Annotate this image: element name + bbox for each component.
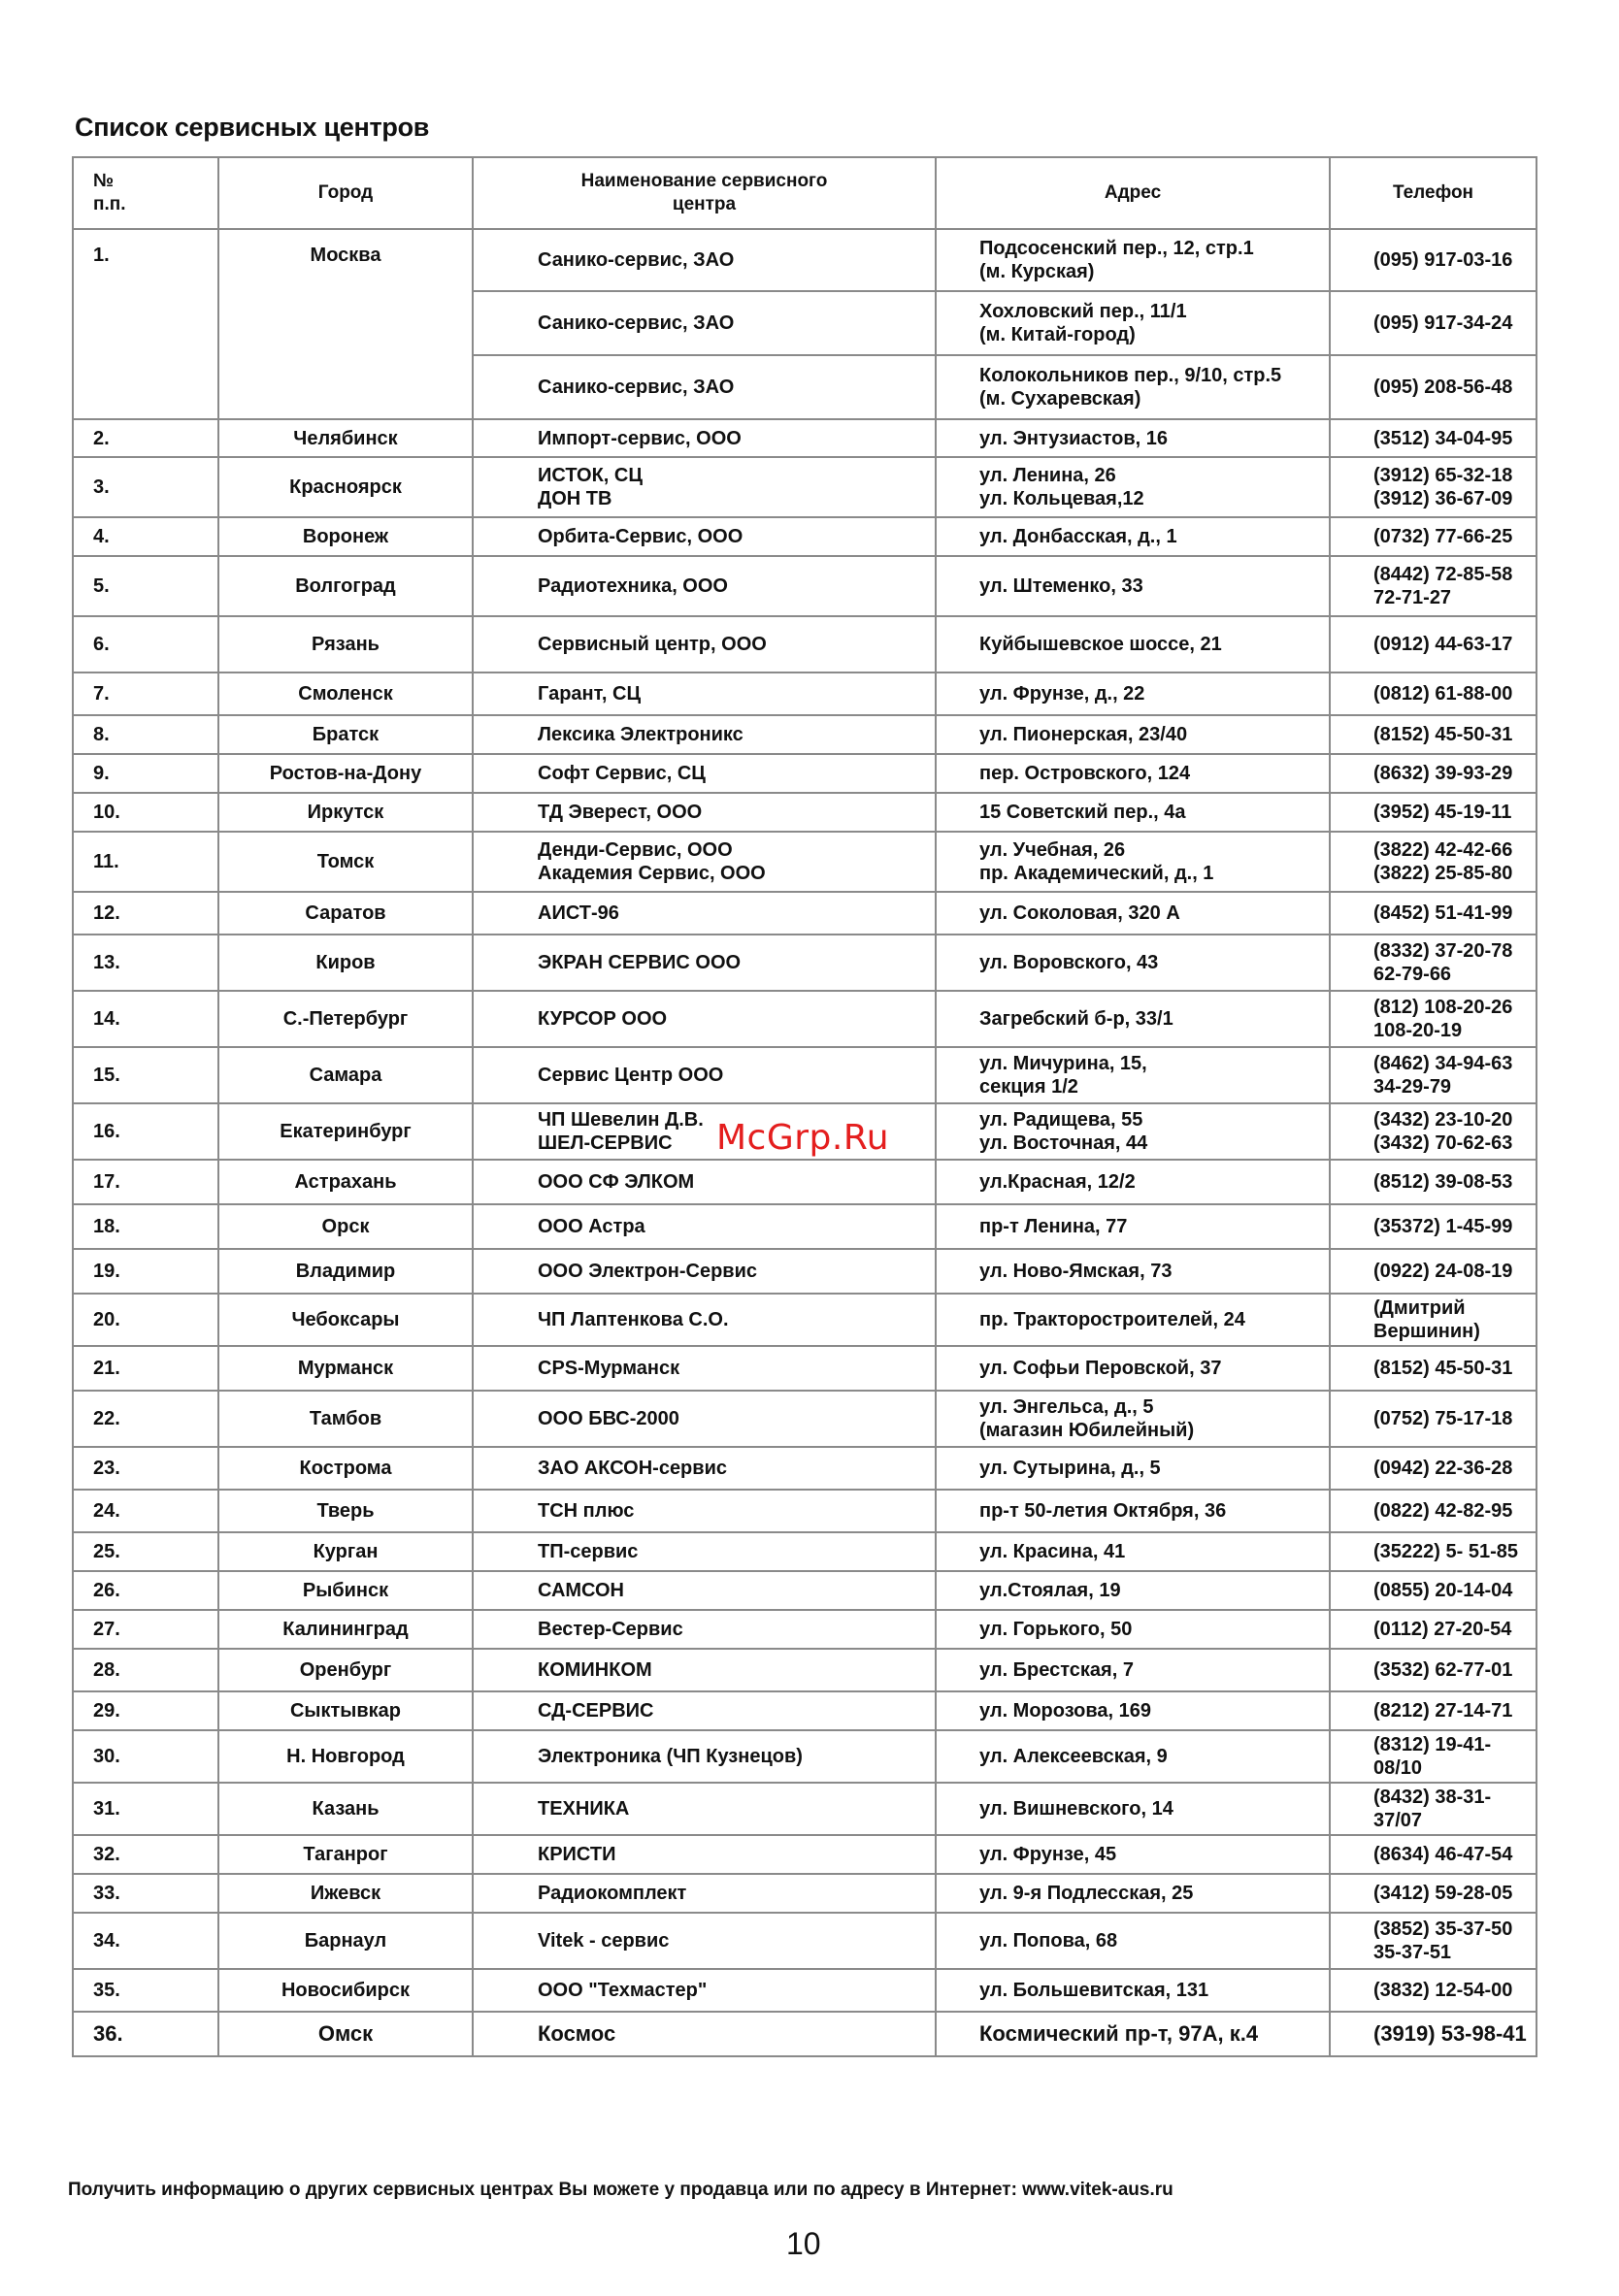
cell-num: 8. <box>73 715 218 754</box>
cell-city: Ростов-на-Дону <box>218 754 473 793</box>
table-row <box>73 754 1536 793</box>
table-row <box>73 1532 1536 1571</box>
cell-name: ИСТОК, СЦ ДОН ТВ <box>473 457 936 517</box>
table-row <box>73 1249 1536 1294</box>
header-num: № п.п. <box>73 157 218 229</box>
table-row <box>73 1571 1536 1610</box>
cell-phone: (3912) 65-32-18 (3912) 36-67-09 <box>1330 457 1536 517</box>
cell-city: Чебоксары <box>218 1294 473 1346</box>
cell-address: ул. Мичурина, 15, секция 1/2 <box>936 1047 1330 1103</box>
table-row <box>73 1969 1536 2012</box>
cell-city: Томск <box>218 832 473 892</box>
cell-num: 31. <box>73 1783 218 1835</box>
cell-phone: (8152) 45-50-31 <box>1330 715 1536 754</box>
cell-address: ул. Воровского, 43 <box>936 935 1330 991</box>
cell-city: Ижевск <box>218 1874 473 1913</box>
cell-address: пер. Островского, 124 <box>936 754 1330 793</box>
cell-num: 14. <box>73 991 218 1047</box>
cell-num: 29. <box>73 1691 218 1730</box>
cell-num: 18. <box>73 1204 218 1249</box>
cell-address: ул. Энтузиастов, 16 <box>936 419 1330 457</box>
cell-num: 2. <box>73 419 218 457</box>
table-row <box>73 1047 1536 1103</box>
table-row <box>73 1783 1536 1835</box>
cell-num: 13. <box>73 935 218 991</box>
cell-address: ул. Фрунзе, 45 <box>936 1835 1330 1874</box>
cell-address: Подсосенский пер., 12, стр.1 (м. Курская) <box>936 229 1330 291</box>
header-name: Наименование сервисного центра <box>473 157 936 229</box>
cell-name: Электроника (ЧП Кузнецов) <box>473 1730 936 1783</box>
cell-city: Тамбов <box>218 1391 473 1447</box>
cell-city: Челябинск <box>218 419 473 457</box>
cell-city: Казань <box>218 1783 473 1835</box>
cell-num: 16. <box>73 1103 218 1160</box>
cell-phone: (8332) 37-20-78 62-79-66 <box>1330 935 1536 991</box>
cell-phone: (8512) 39-08-53 <box>1330 1160 1536 1204</box>
table-row <box>73 793 1536 832</box>
cell-phone: (35222) 5- 51-85 <box>1330 1532 1536 1571</box>
cell-num: 10. <box>73 793 218 832</box>
cell-address: ул. Морозова, 169 <box>936 1691 1330 1730</box>
cell-city: Курган <box>218 1532 473 1571</box>
cell-phone: (812) 108-20-26 108-20-19 <box>1330 991 1536 1047</box>
cell-city: Братск <box>218 715 473 754</box>
cell-address: ул. Горького, 50 <box>936 1610 1330 1649</box>
cell-phone: (3952) 45-19-11 <box>1330 793 1536 832</box>
cell-address: ул. Софьи Перовской, 37 <box>936 1346 1330 1391</box>
cell-num: 28. <box>73 1649 218 1691</box>
cell-num: 1. <box>73 229 218 419</box>
table-row <box>73 1913 1536 1969</box>
cell-phone: (0922) 24-08-19 <box>1330 1249 1536 1294</box>
cell-name: Vitek - сервис <box>473 1913 936 1969</box>
cell-phone: (3532) 62-77-01 <box>1330 1649 1536 1691</box>
cell-name: Вестер-Сервис <box>473 1610 936 1649</box>
cell-address: ул. 9-я Подлесская, 25 <box>936 1874 1330 1913</box>
table-row <box>73 892 1536 935</box>
cell-address: ул. Брестская, 7 <box>936 1649 1330 1691</box>
cell-city: Калининград <box>218 1610 473 1649</box>
cell-city: Волгоград <box>218 556 473 616</box>
table-header-row <box>73 157 1536 229</box>
cell-address: ул. Вишневского, 14 <box>936 1783 1330 1835</box>
cell-name: Радиотехника, ООО <box>473 556 936 616</box>
cell-name: ТСН плюс <box>473 1490 936 1532</box>
cell-phone: (8452) 51-41-99 <box>1330 892 1536 935</box>
cell-phone: (8462) 34-94-63 34-29-79 <box>1330 1047 1536 1103</box>
cell-num: 32. <box>73 1835 218 1874</box>
cell-city: Иркутск <box>218 793 473 832</box>
cell-name: Космос <box>473 2012 936 2056</box>
cell-name: Сервисный центр, ООО <box>473 616 936 672</box>
cell-num: 33. <box>73 1874 218 1913</box>
cell-address: Хохловский пер., 11/1 (м. Китай-город) <box>936 291 1330 355</box>
cell-address: ул. Учебная, 26 пр. Академический, д., 1 <box>936 832 1330 892</box>
cell-name: Гарант, СЦ <box>473 672 936 715</box>
cell-city: Рыбинск <box>218 1571 473 1610</box>
cell-name: Импорт-сервис, ООО <box>473 419 936 457</box>
table-row <box>73 1490 1536 1532</box>
cell-num: 30. <box>73 1730 218 1783</box>
cell-name: ООО Астра <box>473 1204 936 1249</box>
cell-name: ЭКРАН СЕРВИС ООО <box>473 935 936 991</box>
cell-name: Санико-сервис, ЗАО <box>473 355 936 419</box>
cell-name: ООО БВС-2000 <box>473 1391 936 1447</box>
cell-name: ООО "Техмастер" <box>473 1969 936 2012</box>
cell-phone: (8312) 19-41-08/10 <box>1330 1730 1536 1783</box>
cell-phone: (8432) 38-31-37/07 <box>1330 1783 1536 1835</box>
cell-num: 34. <box>73 1913 218 1969</box>
cell-num: 24. <box>73 1490 218 1532</box>
cell-phone: (0822) 42-82-95 <box>1330 1490 1536 1532</box>
cell-city: Мурманск <box>218 1346 473 1391</box>
cell-city: Н. Новгород <box>218 1730 473 1783</box>
cell-city: Киров <box>218 935 473 991</box>
cell-phone: (8442) 72-85-58 72-71-27 <box>1330 556 1536 616</box>
table-row <box>73 517 1536 556</box>
header-address: Адрес <box>936 157 1330 229</box>
cell-name: ТД Эверест, ООО <box>473 793 936 832</box>
cell-phone: (Дмитрий Вершинин) <box>1330 1294 1536 1346</box>
cell-address: ул. Донбасская, д., 1 <box>936 517 1330 556</box>
cell-city: Тверь <box>218 1490 473 1532</box>
cell-num: 21. <box>73 1346 218 1391</box>
cell-phone: (8632) 39-93-29 <box>1330 754 1536 793</box>
cell-city: Воронеж <box>218 517 473 556</box>
cell-address: ул. Соколовая, 320 А <box>936 892 1330 935</box>
cell-city: Новосибирск <box>218 1969 473 2012</box>
table-row <box>73 457 1536 517</box>
cell-city: Москва <box>218 229 473 419</box>
cell-city: Сыктывкар <box>218 1691 473 1730</box>
cell-name: Денди-Сервис, ООО Академия Сервис, ООО <box>473 832 936 892</box>
cell-address: ул. Пионерская, 23/40 <box>936 715 1330 754</box>
cell-city: Красноярск <box>218 457 473 517</box>
cell-phone: (35372) 1-45-99 <box>1330 1204 1536 1249</box>
cell-address: ул. Красина, 41 <box>936 1532 1330 1571</box>
cell-name: КОМИНКОМ <box>473 1649 936 1691</box>
footer-note: Получить информацию о других сервисных центрах Вы можете у продавца или по адресу в Интернет: www.vitek-aus.ru <box>68 2180 1173 2200</box>
cell-num: 27. <box>73 1610 218 1649</box>
cell-num: 4. <box>73 517 218 556</box>
table-row <box>73 715 1536 754</box>
cell-phone: (095) 917-34-24 <box>1330 291 1536 355</box>
cell-name: ТП-сервис <box>473 1532 936 1571</box>
cell-name: Сервис Центр ООО <box>473 1047 936 1103</box>
cell-num: 11. <box>73 832 218 892</box>
cell-phone: (3432) 23-10-20 (3432) 70-62-63 <box>1330 1103 1536 1160</box>
cell-name: CPS-Мурманск <box>473 1346 936 1391</box>
cell-city: Орск <box>218 1204 473 1249</box>
cell-city: Омск <box>218 2012 473 2056</box>
cell-address: 15 Советский пер., 4а <box>936 793 1330 832</box>
cell-name: ЧП Лаптенкова С.О. <box>473 1294 936 1346</box>
table-row <box>73 1447 1536 1490</box>
cell-address: Колокольников пер., 9/10, стр.5 (м. Сухаревская) <box>936 355 1330 419</box>
service-centers-table <box>72 156 1537 2057</box>
table-row <box>73 1835 1536 1874</box>
cell-phone: (0812) 61-88-00 <box>1330 672 1536 715</box>
cell-city: Астрахань <box>218 1160 473 1204</box>
cell-address: ул. Фрунзе, д., 22 <box>936 672 1330 715</box>
cell-num: 26. <box>73 1571 218 1610</box>
cell-phone: (095) 917-03-16 <box>1330 229 1536 291</box>
page-title: Список сервисных центров <box>75 113 430 142</box>
header-phone: Телефон <box>1330 157 1536 229</box>
cell-city: Рязань <box>218 616 473 672</box>
table-row <box>73 1730 1536 1783</box>
cell-address: Куйбышевское шоссе, 21 <box>936 616 1330 672</box>
cell-phone: (0752) 75-17-18 <box>1330 1391 1536 1447</box>
cell-city: Самара <box>218 1047 473 1103</box>
cell-address: ул. Ново-Ямская, 73 <box>936 1249 1330 1294</box>
table-row <box>73 1160 1536 1204</box>
cell-num: 22. <box>73 1391 218 1447</box>
cell-phone: (0912) 44-63-17 <box>1330 616 1536 672</box>
cell-address: ул. Радищева, 55 ул. Восточная, 44 <box>936 1103 1330 1160</box>
cell-name: Санико-сервис, ЗАО <box>473 229 936 291</box>
cell-city: Оренбург <box>218 1649 473 1691</box>
table-row <box>73 1204 1536 1249</box>
cell-num: 15. <box>73 1047 218 1103</box>
cell-city: С.-Петербург <box>218 991 473 1047</box>
cell-name: ООО Электрон-Сервис <box>473 1249 936 1294</box>
cell-address: ул.Стоялая, 19 <box>936 1571 1330 1610</box>
cell-name: СД-СЕРВИС <box>473 1691 936 1730</box>
cell-address: ул. Штеменко, 33 <box>936 556 1330 616</box>
cell-address: ул. Попова, 68 <box>936 1913 1330 1969</box>
cell-address: ул.Красная, 12/2 <box>936 1160 1330 1204</box>
cell-city: Таганрог <box>218 1835 473 1874</box>
cell-name: ООО СФ ЭЛКОМ <box>473 1160 936 1204</box>
cell-address: пр. Тракторостроителей, 24 <box>936 1294 1330 1346</box>
table-row <box>73 1649 1536 1691</box>
table-row <box>73 419 1536 457</box>
cell-phone: (3822) 42-42-66 (3822) 25-85-80 <box>1330 832 1536 892</box>
cell-num: 35. <box>73 1969 218 2012</box>
cell-num: 5. <box>73 556 218 616</box>
table-row <box>73 1391 1536 1447</box>
cell-name: ЧП Шевелин Д.В. ШЕЛ-СЕРВИС <box>473 1103 936 1160</box>
cell-address: пр-т 50-летия Октября, 36 <box>936 1490 1330 1532</box>
table-row <box>73 1874 1536 1913</box>
cell-address: ул. Энгельса, д., 5 (магазин Юбилейный) <box>936 1391 1330 1447</box>
cell-city: Барнаул <box>218 1913 473 1969</box>
cell-address: Космический пр-т, 97А, к.4 <box>936 2012 1330 2056</box>
cell-name: Лексика Электроникс <box>473 715 936 754</box>
cell-name: КУРСОР ООО <box>473 991 936 1047</box>
cell-phone: (0855) 20-14-04 <box>1330 1571 1536 1610</box>
table-row <box>73 672 1536 715</box>
cell-num: 19. <box>73 1249 218 1294</box>
cell-address: Загребский б-р, 33/1 <box>936 991 1330 1047</box>
cell-num: 23. <box>73 1447 218 1490</box>
cell-city: Кострома <box>218 1447 473 1490</box>
cell-address: ул. Алексеевская, 9 <box>936 1730 1330 1783</box>
table-row <box>73 2012 1536 2056</box>
cell-num: 9. <box>73 754 218 793</box>
cell-name: САМСОН <box>473 1571 936 1610</box>
cell-phone: (0112) 27-20-54 <box>1330 1610 1536 1649</box>
cell-name: КРИСТИ <box>473 1835 936 1874</box>
table-row <box>73 1610 1536 1649</box>
cell-address: ул. Сутырина, д., 5 <box>936 1447 1330 1490</box>
table-row <box>73 1346 1536 1391</box>
cell-name: АИСТ-96 <box>473 892 936 935</box>
cell-phone: (3832) 12-54-00 <box>1330 1969 1536 2012</box>
cell-num: 20. <box>73 1294 218 1346</box>
table-row <box>73 616 1536 672</box>
cell-phone: (095) 208-56-48 <box>1330 355 1536 419</box>
cell-city: Екатеринбург <box>218 1103 473 1160</box>
cell-phone: (0942) 22-36-28 <box>1330 1447 1536 1490</box>
cell-name: Орбита-Сервис, ООО <box>473 517 936 556</box>
cell-address: пр-т Ленина, 77 <box>936 1204 1330 1249</box>
cell-name: ЗАО АКСОН-сервис <box>473 1447 936 1490</box>
cell-address: ул. Большевитская, 131 <box>936 1969 1330 2012</box>
cell-phone: (3852) 35-37-50 35-37-51 <box>1330 1913 1536 1969</box>
cell-phone: (0732) 77-66-25 <box>1330 517 1536 556</box>
cell-phone: (8634) 46-47-54 <box>1330 1835 1536 1874</box>
cell-num: 12. <box>73 892 218 935</box>
cell-phone: (8152) 45-50-31 <box>1330 1346 1536 1391</box>
cell-name: Радиокомплект <box>473 1874 936 1913</box>
cell-num: 3. <box>73 457 218 517</box>
cell-num: 17. <box>73 1160 218 1204</box>
cell-city: Владимир <box>218 1249 473 1294</box>
table-row <box>73 1691 1536 1730</box>
cell-num: 6. <box>73 616 218 672</box>
cell-city: Смоленск <box>218 672 473 715</box>
table-row <box>73 556 1536 616</box>
table-row <box>73 935 1536 991</box>
cell-num: 36. <box>73 2012 218 2056</box>
watermark: McGrp.Ru <box>716 1118 890 1158</box>
table-row <box>73 991 1536 1047</box>
cell-phone: (3919) 53-98-41 <box>1330 2012 1536 2056</box>
page-number: 10 <box>786 2226 821 2261</box>
cell-name: Санико-сервис, ЗАО <box>473 291 936 355</box>
cell-name: Софт Сервис, СЦ <box>473 754 936 793</box>
cell-phone: (3412) 59-28-05 <box>1330 1874 1536 1913</box>
cell-address: ул. Ленина, 26 ул. Кольцевая,12 <box>936 457 1330 517</box>
cell-num: 25. <box>73 1532 218 1571</box>
header-city: Город <box>218 157 473 229</box>
cell-city: Саратов <box>218 892 473 935</box>
cell-name: ТЕХНИКА <box>473 1783 936 1835</box>
table-row <box>73 229 1536 291</box>
table-row <box>73 1294 1536 1346</box>
cell-num: 7. <box>73 672 218 715</box>
cell-phone: (8212) 27-14-71 <box>1330 1691 1536 1730</box>
table-row <box>73 832 1536 892</box>
cell-phone: (3512) 34-04-95 <box>1330 419 1536 457</box>
